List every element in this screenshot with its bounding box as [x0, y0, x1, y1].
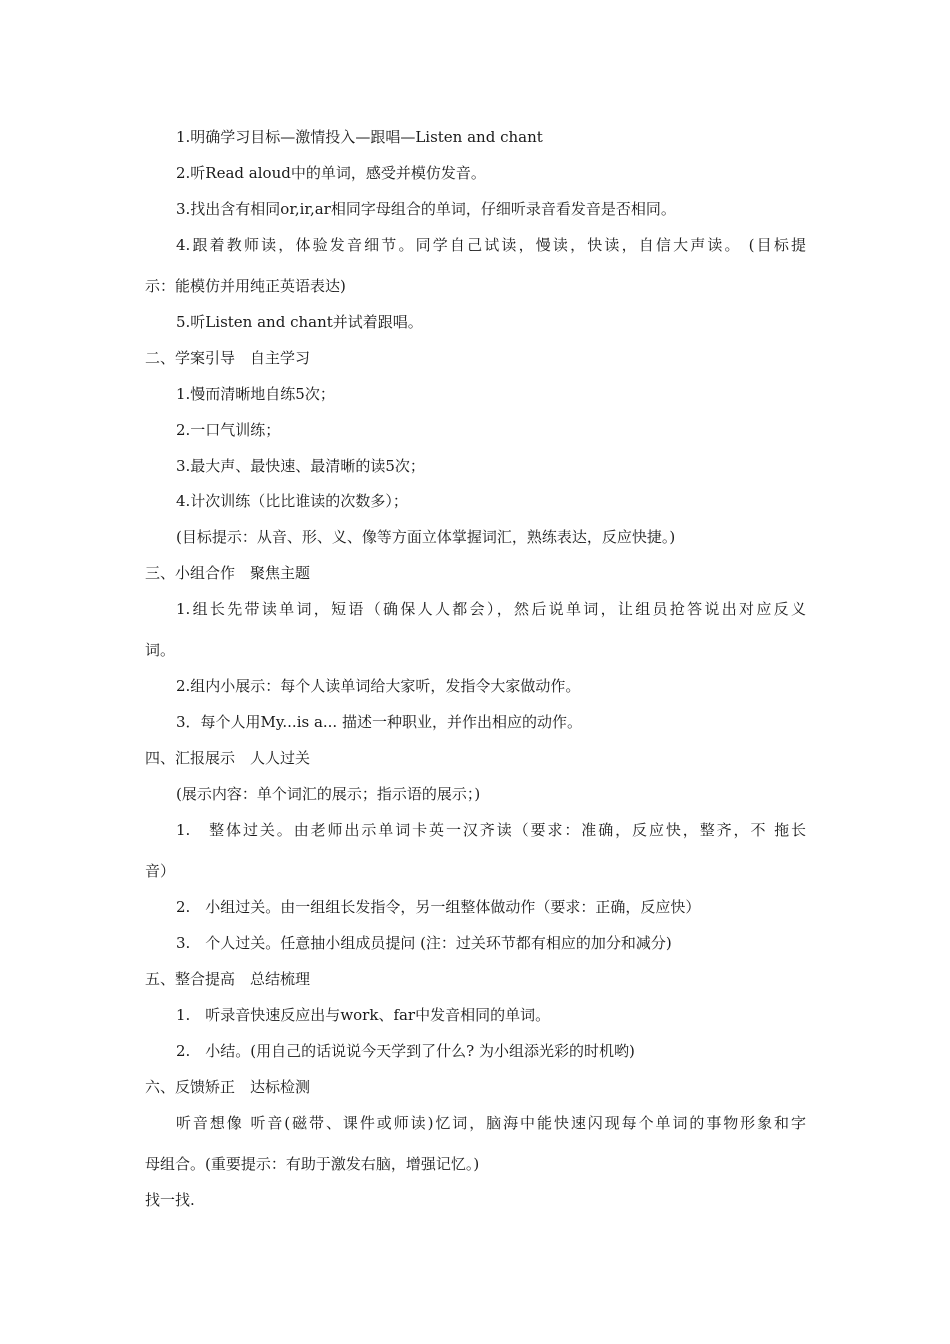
section-4-item-1: 1. 整体过关。由老师出示单词卡英一汉齐读（要求：准确，反应快，整齐，不 拖长 — [176, 821, 806, 839]
step-4-continued: 示：能模仿并用纯正英语表达) — [145, 277, 346, 295]
section-6-paragraph: 听音想像 听音(磁带、课件或师读)忆词，脑海中能快速闪现每个单词的事物形象和字 — [176, 1114, 806, 1132]
section-6-paragraph-continued: 母组合。(重要提示：有助于激发右脑，增强记忆。) — [145, 1155, 480, 1173]
section-4-heading: 四、汇报展示 人人过关 — [145, 749, 311, 767]
section-4-item-3: 3. 个人过关。任意抽小组成员提问 (注：过关环节都有相应的加分和减分) — [176, 934, 672, 952]
section-4-note: (展示内容：单个词汇的展示；指示语的展示；) — [176, 785, 481, 803]
section-5-item-1: 1. 听录音快速反应出与work、far中发音相同的单词。 — [176, 1006, 551, 1024]
section-3-item-1: 1.组长先带读单词，短语（确保人人都会），然后说单词，让组员抢答说出对应反义 — [176, 600, 806, 618]
section-3-item-2: 2.组内小展示：每个人读单词给大家听，发指令大家做动作。 — [176, 677, 581, 695]
section-3-item-3: 3．每个人用My...is a... 描述一种职业，并作出相应的动作。 — [176, 713, 582, 731]
section-2-item-4: 4.计次训练（比比谁读的次数多）； — [176, 492, 408, 510]
find-it-line: 找一找. — [145, 1191, 195, 1209]
section-2-item-1: 1.慢而清晰地自练5次； — [176, 385, 335, 403]
section-2-note: (目标提示：从音、形、义、像等方面立体掌握词汇，熟练表达，反应快捷。) — [176, 528, 676, 546]
step-3-find: 3.找出含有相同or,ir,ar相同字母组合的单词，仔细听录音看发音是否相同。 — [176, 200, 676, 218]
section-2-heading: 二、学案引导 自主学习 — [145, 349, 311, 367]
section-4-item-2: 2. 小组过关。由一组组长发指令，另一组整体做动作（要求：正确，反应快） — [176, 898, 701, 916]
section-3-heading: 三、小组合作 聚焦主题 — [145, 564, 311, 582]
section-2-item-3: 3.最大声、最快速、最清晰的读5次； — [176, 457, 425, 475]
section-5-heading: 五、整合提高 总结梳理 — [145, 970, 311, 988]
step-2-listen: 2.听Read aloud中的单词，感受并模仿发音。 — [176, 164, 486, 182]
step-5-chant: 5.听Listen and chant并试着跟唱。 — [176, 313, 423, 331]
section-5-item-2: 2. 小结。(用自己的话说说今天学到了什么? 为小组添光彩的时机哟) — [176, 1042, 635, 1060]
step-1-goal: 1.明确学习目标—激情投入—跟唱—Listen and chant — [176, 128, 543, 146]
section-6-heading: 六、反馈矫正 达标检测 — [145, 1078, 311, 1096]
section-2-item-2: 2.一口气训练； — [176, 421, 281, 439]
section-3-item-1-continued: 词。 — [145, 641, 176, 659]
section-4-item-1-continued: 音） — [145, 862, 176, 880]
step-4-follow: 4.跟着教师读，体验发音细节。同学自己试读，慢读，快读，自信大声读。 (目标提 — [176, 236, 806, 254]
